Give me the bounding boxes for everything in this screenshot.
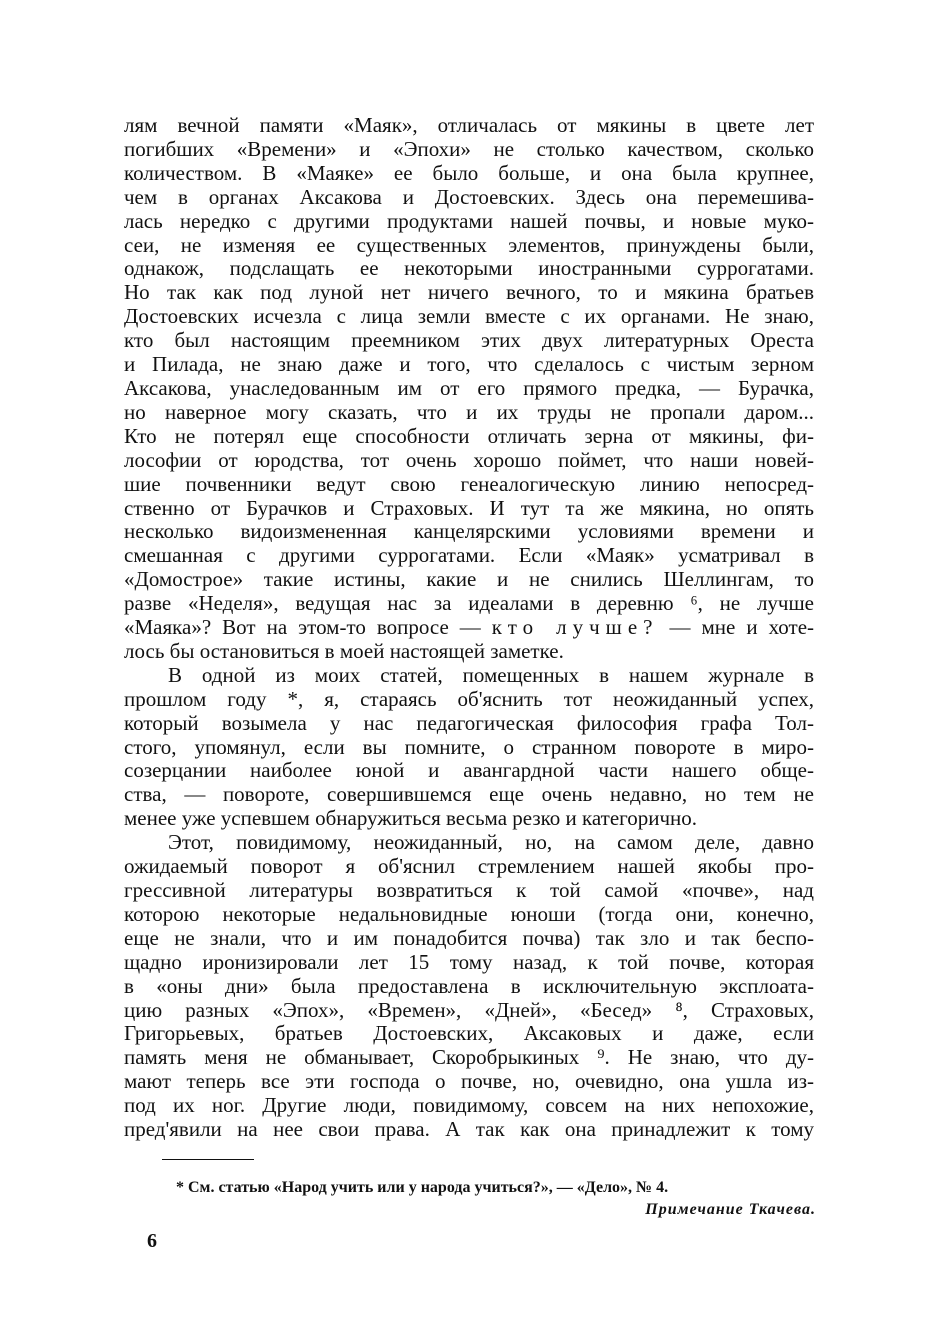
footnote bbox=[176, 1177, 816, 1221]
page-number: 6 bbox=[147, 1230, 157, 1252]
text-line: память меня не обманывает, Скоробрыкиных ⁹. Не знаю, что ду- bbox=[124, 1045, 814, 1070]
text-line: лософии от юродства, тот очень хорошо поймет, что наши новей- bbox=[124, 447, 814, 472]
text-line: ства, — повороте, совершившемся еще очень недавно, но тем не bbox=[124, 782, 814, 807]
text-line: и Пилада, не знаю даже и того, что сделалось с чистым зерном bbox=[124, 352, 814, 377]
text-line: ственно от Бурачков и Страховых. И тут та же мякина, но опять bbox=[124, 495, 814, 520]
text-line: Аксакова, унаследованным им от его прямого предка, — Бурачка, bbox=[124, 375, 814, 400]
text-line: «Домострое» такие истины, какие и не снились Шеллингам, то bbox=[124, 567, 814, 592]
text-line: сеи, не изменяя ее существенных элементов, принуждены были, bbox=[124, 232, 814, 257]
text-line: под их ног. Другие люди, повидимому, совсем на них непохожие, bbox=[124, 1093, 814, 1118]
text-line: лось бы остановиться в моей настоящей заметке. bbox=[124, 638, 564, 663]
text-line: менее уже успевшем обнаружиться весьма резко и категорично. bbox=[124, 806, 698, 831]
text-line: в «оны дни» была предоставлена в исключительную эксплоата- bbox=[124, 973, 814, 998]
text-line: чем в органах Аксакова и Достоевских. Здесь она перемешива- bbox=[124, 184, 814, 209]
text-segment: — мне и хоте- bbox=[669, 615, 815, 640]
paragraph-first-line: В одной из моих статей, помещенных в нашем журнале в bbox=[168, 662, 814, 687]
text-line: стого, упомянул, если вы помните, о странном повороте в миро- bbox=[124, 734, 814, 759]
text-line: однакож, подслащать ее некоторыми иностранными суррогатами. bbox=[124, 256, 814, 281]
text-line: цию разных «Эпох», «Времен», «Дней», «Бесед» ⁸, Страховых, bbox=[124, 997, 814, 1022]
text-line: погибших «Времени» и «Эпохи» не столько качеством, сколько bbox=[124, 136, 814, 161]
text-line: прошлом году *, я, стараясь об'яснить тот неожиданный успех, bbox=[124, 686, 814, 711]
text-segment: «Маяка»? Вот на этом-то вопросе — bbox=[124, 615, 481, 640]
main-text bbox=[124, 114, 814, 1142]
text-line: кто был настоящим преемником этих двух литературных Ореста bbox=[124, 328, 814, 353]
text-line: пред'явили на нее свои права. А так как она принадлежит к тому bbox=[124, 1117, 814, 1142]
text-line: но наверное могу сказать, что и их труды не пропали даром... bbox=[124, 399, 814, 424]
text-line: смешанная с другими суррогатами. Если «Маяк» усматривал в bbox=[124, 543, 814, 568]
text-line: который возымела у нас педагогическая философия графа Тол- bbox=[124, 710, 814, 735]
text-line-with-spaced-phrase bbox=[124, 616, 814, 640]
text-line: Григорьевых, братьев Достоевских, Аксаковых и даже, если bbox=[124, 1021, 814, 1046]
footnote-text: * См. статью «Народ учить или у народа учиться?», — «Дело», № 4. bbox=[176, 1179, 669, 1196]
paragraph-first-line: Этот, повидимому, неожиданный, но, на самом деле, давно bbox=[168, 830, 814, 855]
text-line: мают теперь все эти господа о почве, но, очевидно, она ушла из- bbox=[124, 1069, 814, 1094]
text-line: грессивной литературы возвратиться к той самой «почве», над bbox=[124, 878, 814, 902]
text-line: лям вечной памяти «Маяк», отличалась от мякины в цвете лет bbox=[124, 113, 814, 137]
text-line: Достоевских исчезла с лица земли вместе с их органами. Не знаю, bbox=[124, 304, 814, 329]
text-line: которою некоторые недальновидные юноши (тогда они, конечно, bbox=[124, 901, 814, 926]
text-line: шие почвенники ведут свою генеалогическую линию непосред- bbox=[124, 471, 814, 496]
spaced-emphasis: кто лучше? bbox=[491, 615, 659, 640]
text-line: Но так как под луной нет ничего вечного, то и мякина братьев bbox=[124, 280, 814, 305]
text-line: лась нередко с другими продуктами нашей почвы, и новые муко- bbox=[124, 208, 814, 233]
text-line: разве «Неделя», ведущая нас за идеалами в деревню ⁶, не лучше bbox=[124, 591, 814, 616]
text-line: Кто не потерял еще способности отличать зерна от мякины, фи- bbox=[124, 423, 814, 448]
text-line: еще не знали, что и им понадобится почва) так зло и так беспо- bbox=[124, 925, 814, 950]
footnote-signature: Примечание Ткачева. bbox=[645, 1201, 816, 1218]
text-line: созерцании наиболее юной и авангардной части нашего обще- bbox=[124, 758, 814, 783]
text-line: щадно иронизировали лет 15 тому назад, к той почве, которая bbox=[124, 949, 814, 974]
footnote-divider bbox=[162, 1159, 254, 1160]
text-line: несколько видоизмененная канцелярскими условиями времени и bbox=[124, 519, 814, 544]
text-line: количеством. В «Маяке» ее было больше, и она была крупнее, bbox=[124, 160, 814, 185]
text-line: ожидаемый поворот я об'яснил стремлением нашей якобы про- bbox=[124, 854, 814, 879]
